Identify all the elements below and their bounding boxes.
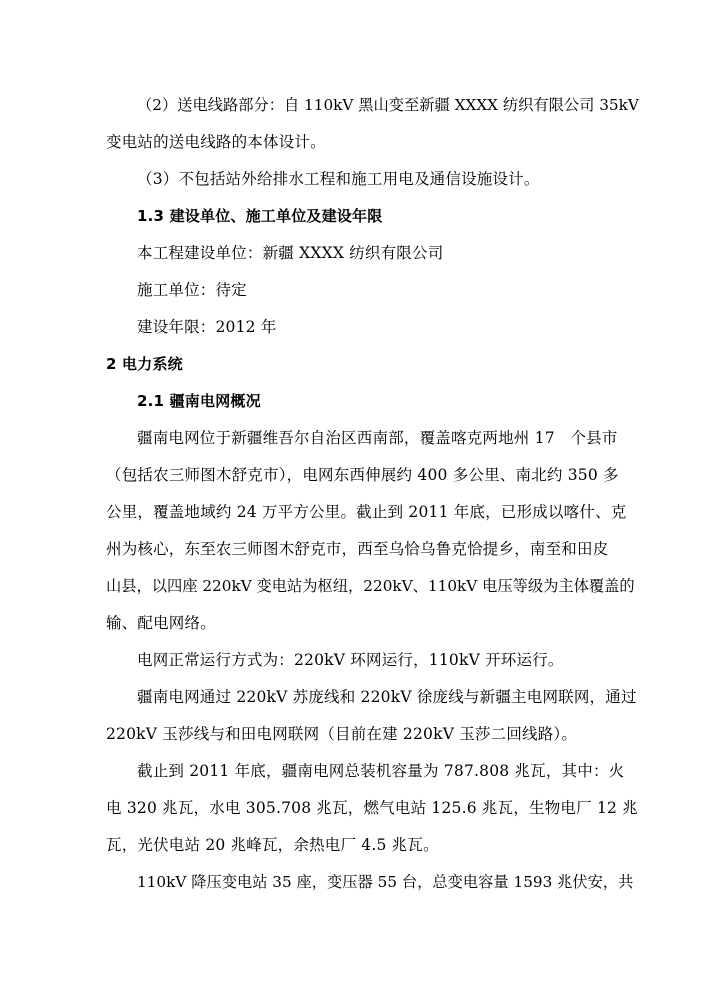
construction-unit-line: 本工程建设单位：新疆 XXXX 纺织有限公司	[137, 244, 444, 262]
paragraph-grid-overview-line-2: （包括农三师图木舒克市），电网东西伸展约 400 多公里、南北约 350 多	[106, 466, 619, 484]
paragraph-interconnection-line-1: 疆南电网通过 220kV 苏庞线和 220kV 徐庞线与新疆主电网联网，通过	[137, 688, 637, 706]
paragraph-capacity-line-2: 电 320 兆瓦，水电 305.708 兆瓦，燃气电站 125.6 兆瓦，生物电厂 12 兆	[106, 799, 638, 817]
section-heading-2-1: 2.1 疆南电网概况	[137, 392, 261, 410]
paragraph-grid-overview-line-5: 山县，以四座 220kV 变电站为枢纽，220kV、110kV 电压等级为主体覆盖的	[106, 577, 635, 595]
scope-item-3: （3）不包括站外给排水工程和施工用电及通信设施设计。	[137, 170, 540, 188]
paragraph-capacity-line-3: 瓦，光伏电站 20 兆峰瓦，余热电厂 4.5 兆瓦。	[106, 836, 439, 854]
paragraph-grid-overview-line-6: 输、配电网络。	[106, 614, 216, 632]
paragraph-operation-mode: 电网正常运行方式为：220kV 环网运行，110kV 开环运行。	[137, 651, 564, 669]
construction-period-line: 建设年限：2012 年	[137, 318, 277, 336]
scope-item-2-line-2: 变电站的送电线路的本体设计。	[106, 133, 326, 151]
contractor-line: 施工单位：待定	[137, 281, 247, 299]
paragraph-capacity-line-1: 截止到 2011 年底，疆南电网总装机容量为 787.808 兆瓦，其中：火	[137, 762, 625, 780]
paragraph-interconnection-line-2: 220kV 玉莎线与和田电网联网（目前在建 220kV 玉莎二回线路）。	[106, 725, 578, 743]
section-heading-2: 2 电力系统	[106, 355, 183, 373]
paragraph-substations-line-1: 110kV 降压变电站 35 座，变压器 55 台，总变电容量 1593 兆伏安，共	[137, 873, 634, 891]
scope-item-2-line-1: （2）送电线路部分：自 110kV 黑山变至新疆 XXXX 纺织有限公司 35kV	[137, 96, 639, 114]
paragraph-grid-overview-line-1: 疆南电网位于新疆维吾尔自治区西南部，覆盖喀克两地州 17 个县市	[137, 429, 618, 447]
paragraph-grid-overview-line-4: 州为核心，东至农三师图木舒克市，西至乌恰乌鲁克恰提乡，南至和田皮	[106, 540, 609, 558]
section-heading-1-3: 1.3 建设单位、施工单位及建设年限	[137, 207, 383, 225]
paragraph-grid-overview-line-3: 公里，覆盖地域约 24 万平方公里。截止到 2011 年底，已形成以喀什、克	[106, 503, 627, 521]
